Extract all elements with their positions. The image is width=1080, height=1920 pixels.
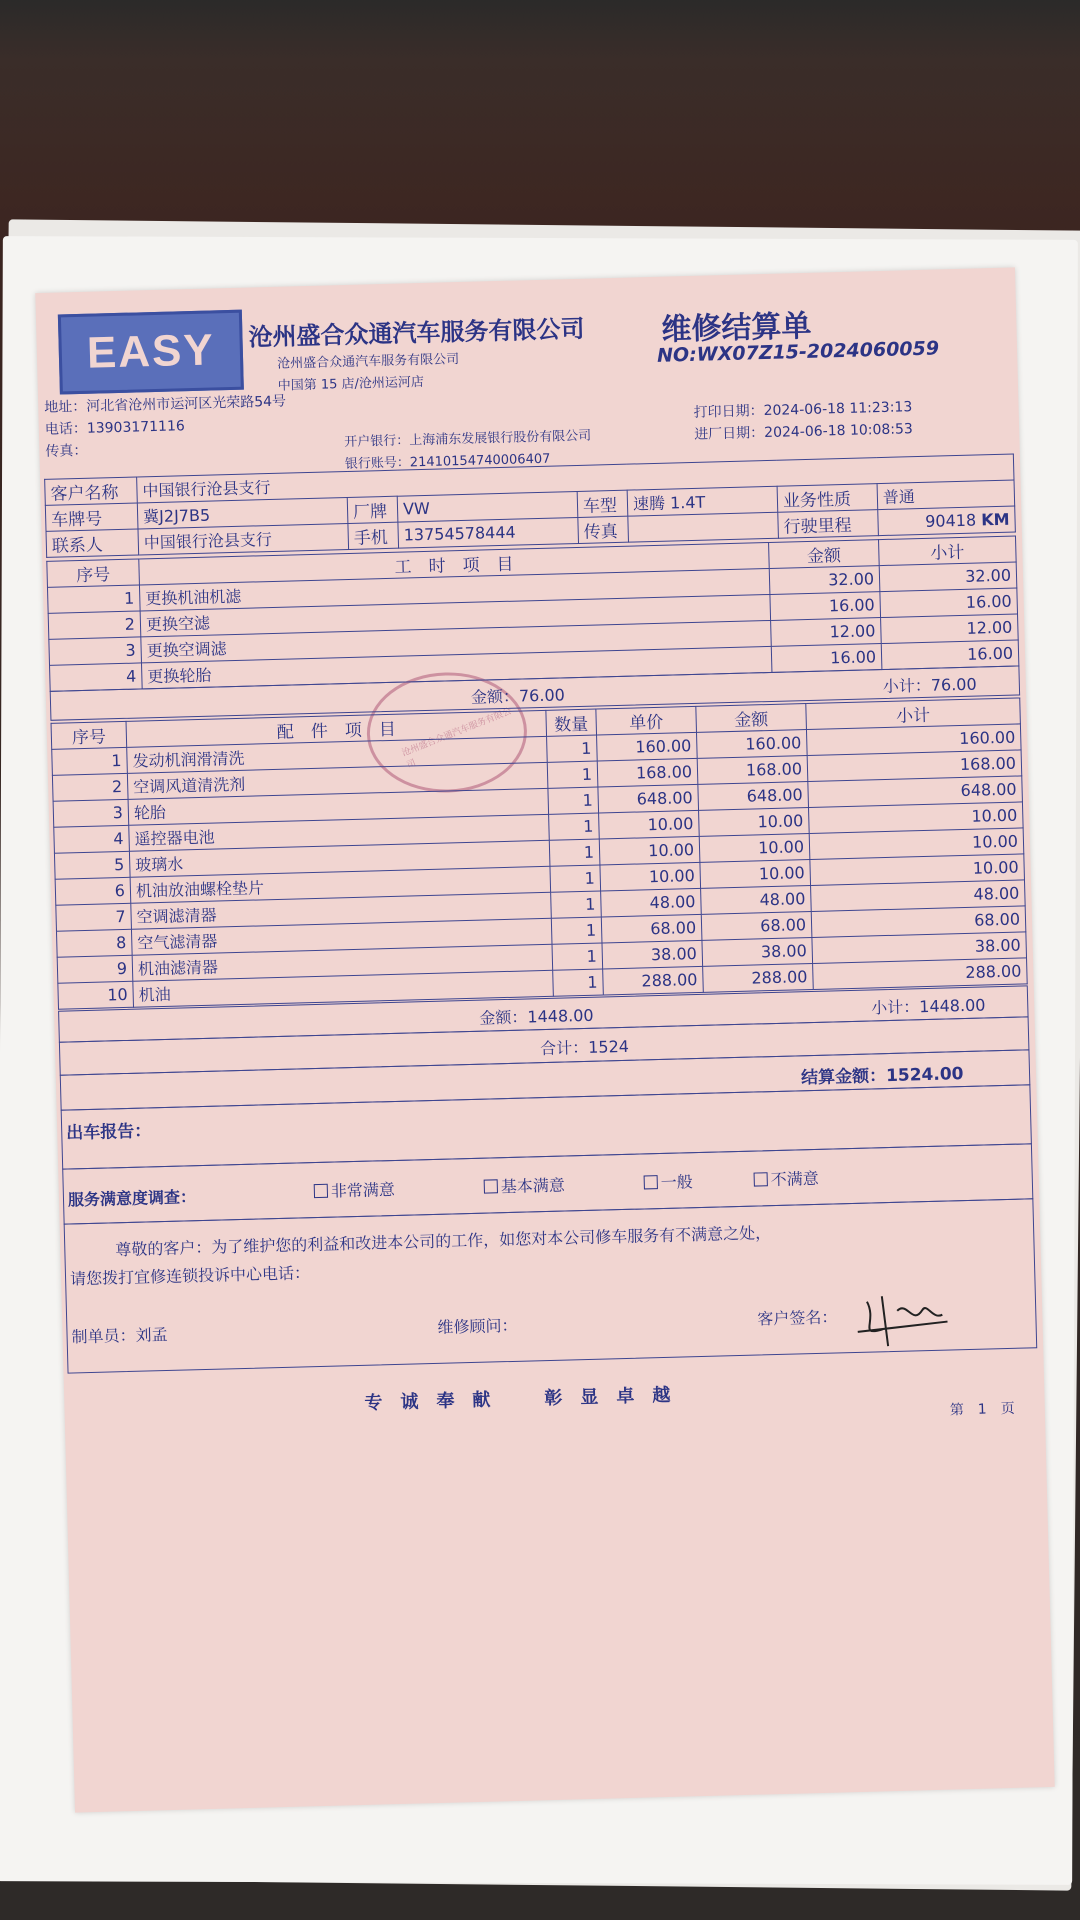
company-slogan: 专 诚 奉 献 彰 显 卓 越 — [364, 1384, 671, 1414]
mileage-unit: KM — [980, 509, 1010, 530]
labor-item-cell: 更换轮胎 — [141, 646, 771, 688]
bank-account: 银行账号：21410154740006407 — [344, 451, 551, 473]
labor-amount-cell: 16.00 — [771, 644, 882, 673]
mileage-value — [878, 506, 1016, 536]
parts-qty-cell: 1 — [552, 943, 603, 970]
parts-no-cell: 9 — [57, 955, 133, 983]
parts-qty-cell: 1 — [547, 761, 598, 788]
labor-total-amount: 金额：76.00 — [470, 685, 566, 707]
labor-header-item: 工 时 项 目 — [139, 542, 769, 584]
checkbox-icon[interactable] — [754, 1172, 768, 1186]
parts-qty-cell: 1 — [549, 839, 600, 866]
report-label: 出车报告： — [66, 1121, 152, 1144]
parts-header-subtotal: 小计 — [806, 698, 1021, 730]
mobile-value: 13754578444 — [398, 517, 579, 548]
parts-amount-cell: 10.00 — [699, 808, 810, 837]
parts-item-cell: 机油放油螺栓垫片 — [130, 866, 551, 903]
parts-subtotal-cell: 168.00 — [807, 750, 1022, 782]
parts-item-cell: 空调滤清器 — [131, 892, 552, 929]
parts-qty-cell: 1 — [553, 969, 604, 996]
labor-no-cell: 2 — [48, 611, 141, 639]
parts-qty-cell: 1 — [547, 735, 598, 762]
parts-item-cell: 轮胎 — [128, 788, 549, 825]
parts-item-cell: 空调风道清洗剂 — [127, 762, 548, 799]
fax-value — [628, 512, 779, 542]
logo-text: EASY — [86, 325, 216, 378]
parts-no-cell: 4 — [54, 825, 130, 853]
labor-amount-cell: 32.00 — [769, 566, 880, 595]
parts-no-cell: 8 — [56, 929, 132, 957]
parts-no-cell: 10 — [58, 981, 134, 1009]
labor-total-subtotal: 小计：76.00 — [882, 674, 977, 697]
labor-no-cell: 1 — [47, 585, 140, 613]
company-name-small: 沧州盛合众通汽车服务有限公司 — [277, 352, 460, 372]
parts-item-cell: 玻璃水 — [129, 840, 550, 877]
parts-price-cell: 10.00 — [599, 810, 700, 839]
labor-subtotal-cell: 32.00 — [879, 562, 1017, 592]
survey-option-label: 不满意 — [770, 1168, 819, 1190]
parts-table — [51, 697, 1028, 1009]
survey-option-dissatisfied[interactable] — [753, 1166, 819, 1191]
customer-name: 中国银行沧县支行 — [137, 454, 1014, 503]
fax-label: 传真 — [578, 516, 629, 543]
parts-no-cell: 3 — [53, 799, 129, 827]
survey-option-label: 非常满意 — [330, 1179, 396, 1201]
contact-value: 中国银行沧县支行 — [138, 523, 349, 554]
parts-no-cell: 2 — [52, 773, 128, 801]
labor-subtotal-cell: 12.00 — [881, 614, 1019, 644]
parts-price-cell: 10.00 — [600, 862, 701, 891]
parts-amount-cell: 288.00 — [703, 963, 814, 992]
parts-amount-cell: 10.00 — [699, 834, 810, 863]
survey-option-label: 基本满意 — [500, 1175, 566, 1197]
mileage-label: 行驶里程 — [778, 510, 879, 539]
parts-amount-cell: 48.00 — [701, 885, 812, 914]
parts-header-amount: 金额 — [696, 704, 807, 733]
parts-item-cell: 空气滤清器 — [131, 918, 552, 955]
labor-item-cell: 更换空滤 — [140, 594, 770, 636]
bank-name: 开户银行：上海浦东发展银行股份有限公司 — [344, 428, 592, 451]
parts-subtotal-cell: 10.00 — [809, 828, 1024, 860]
page-number: 第 1 页 — [949, 1400, 1015, 1419]
parts-amount-cell: 648.00 — [698, 782, 809, 811]
maker-signature: 制单员：刘孟 — [71, 1324, 168, 1347]
parts-price-cell: 288.00 — [603, 966, 704, 995]
seal-text: 沧州盛合众通汽车服务有限公司 — [400, 706, 514, 771]
parts-price-cell: 48.00 — [601, 888, 702, 917]
labor-no-cell: 4 — [50, 663, 143, 691]
parts-no-cell: 7 — [56, 903, 132, 931]
company-name: 沧州盛合众通汽车服务有限公司 — [248, 314, 585, 352]
repair-settlement-sheet — [35, 267, 1054, 1812]
parts-qty-cell: 1 — [549, 813, 600, 840]
sum-total: 合计：1524 — [539, 1036, 630, 1059]
settlement-amount: 结算金额：1524.00 — [800, 1064, 964, 1089]
labor-header-subtotal: 小计 — [879, 536, 1017, 566]
survey-option-very-satisfied[interactable] — [314, 1177, 396, 1202]
customer-name-label: 客户名称 — [45, 477, 138, 505]
business-nature-label: 业务性质 — [777, 484, 878, 513]
model-value: 速腾 1.4T — [627, 486, 778, 516]
survey-label: 服务满意度调查： — [67, 1187, 197, 1210]
entry-date: 进厂日期：2024-06-18 10:08:53 — [694, 421, 914, 443]
labor-header-no: 序号 — [47, 559, 140, 587]
business-nature-value: 普通 — [877, 480, 1015, 510]
brand-value: VW — [397, 491, 578, 522]
parts-no-cell: 5 — [54, 851, 130, 879]
parts-price-cell: 38.00 — [602, 940, 703, 969]
brand-label: 厂牌 — [347, 496, 398, 523]
labor-item-cell: 更换空调滤 — [141, 620, 771, 662]
parts-price-cell: 10.00 — [599, 836, 700, 865]
parts-item-cell: 机油滤清器 — [132, 944, 553, 981]
parts-qty-cell: 1 — [551, 917, 602, 944]
parts-price-cell: 160.00 — [597, 732, 698, 761]
parts-no-cell: 1 — [52, 747, 128, 775]
notice-line-2: 请您拨打宜修连锁投诉中心电话： — [69, 1263, 311, 1289]
parts-item-cell: 发动机润滑清洗 — [127, 736, 548, 773]
company-fax: 传真： — [45, 442, 88, 460]
parts-amount-cell: 160.00 — [697, 730, 808, 759]
parts-amount-cell: 68.00 — [701, 911, 812, 940]
company-address: 地址：河北省沧州市运河区光荣路54号 — [44, 393, 287, 416]
parts-subtotal-cell: 38.00 — [812, 932, 1027, 964]
survey-option-basically-satisfied[interactable] — [484, 1173, 566, 1198]
parts-subtotal-cell: 10.00 — [809, 802, 1024, 834]
survey-option-average[interactable] — [643, 1169, 693, 1193]
checkbox-icon[interactable] — [314, 1184, 328, 1198]
parts-item-cell: 机油 — [133, 970, 554, 1007]
parts-subtotal-cell: 68.00 — [811, 906, 1026, 938]
notice-line-1: 尊敬的客户：为了维护您的利益和改进本公司的工作，如您对本公司修车服务有不满意之处， — [115, 1223, 772, 1260]
labor-amount-cell: 12.00 — [771, 618, 882, 647]
parts-price-cell: 648.00 — [598, 784, 699, 813]
parts-total-amount: 金额：1448.00 — [479, 1005, 594, 1028]
document-number: NO:WX07Z15-2024060059 — [656, 337, 940, 367]
mobile-label: 手机 — [348, 522, 399, 549]
notice-band — [64, 1198, 1038, 1373]
checkbox-icon[interactable] — [644, 1175, 658, 1189]
parts-price-cell: 68.00 — [601, 914, 702, 943]
parts-qty-cell: 1 — [548, 787, 599, 814]
parts-header-no: 序号 — [51, 721, 127, 749]
labor-amount-cell: 16.00 — [770, 592, 881, 621]
mileage-number: 90418 — [924, 510, 977, 531]
labor-subtotal-cell: 16.00 — [880, 588, 1018, 618]
parts-subtotal-cell: 48.00 — [811, 880, 1026, 912]
checkbox-icon[interactable] — [484, 1179, 498, 1193]
parts-amount-cell: 38.00 — [702, 937, 813, 966]
company-logo — [58, 310, 244, 395]
print-date: 打印日期：2024-06-18 11:23:13 — [693, 399, 913, 421]
contact-label: 联系人 — [46, 529, 139, 557]
parts-qty-cell: 1 — [550, 865, 601, 892]
labor-subtotal-cell: 16.00 — [881, 640, 1019, 670]
survey-option-label: 一般 — [660, 1172, 694, 1193]
model-label: 车型 — [577, 490, 628, 517]
company-phone: 电话：13903171116 — [44, 418, 186, 438]
parts-subtotal-cell: 10.00 — [810, 854, 1025, 886]
parts-subtotal-cell: 288.00 — [813, 958, 1028, 990]
parts-qty-cell: 1 — [551, 891, 602, 918]
parts-total-subtotal: 小计：1448.00 — [871, 995, 986, 1018]
labor-no-cell: 3 — [49, 637, 142, 665]
parts-amount-cell: 168.00 — [697, 756, 808, 785]
parts-header-item: 配 件 项 目 — [126, 710, 547, 747]
parts-price-cell: 168.00 — [597, 758, 698, 787]
parts-subtotal-cell: 160.00 — [806, 724, 1021, 756]
parts-header-qty: 数量 — [546, 709, 597, 736]
advisor-signature: 维修顾问： — [437, 1315, 518, 1337]
parts-amount-cell: 10.00 — [700, 860, 811, 889]
plate-number: 冀J2J7B5 — [137, 497, 348, 528]
labor-item-cell: 更换机油机滤 — [139, 568, 769, 610]
store-name: 中国第 15 店/沧州运河店 — [277, 374, 425, 394]
parts-header-price: 单价 — [596, 706, 697, 735]
labor-header-amount: 金额 — [769, 540, 880, 569]
plate-label: 车牌号 — [45, 503, 138, 531]
document-title: 维修结算单 — [661, 308, 812, 348]
parts-item-cell: 遥控器电池 — [129, 814, 550, 851]
handwritten-signature — [846, 1279, 958, 1352]
parts-no-cell: 6 — [55, 877, 131, 905]
customer-signature-label: 客户签名： — [757, 1307, 838, 1329]
parts-subtotal-cell: 648.00 — [808, 776, 1023, 808]
